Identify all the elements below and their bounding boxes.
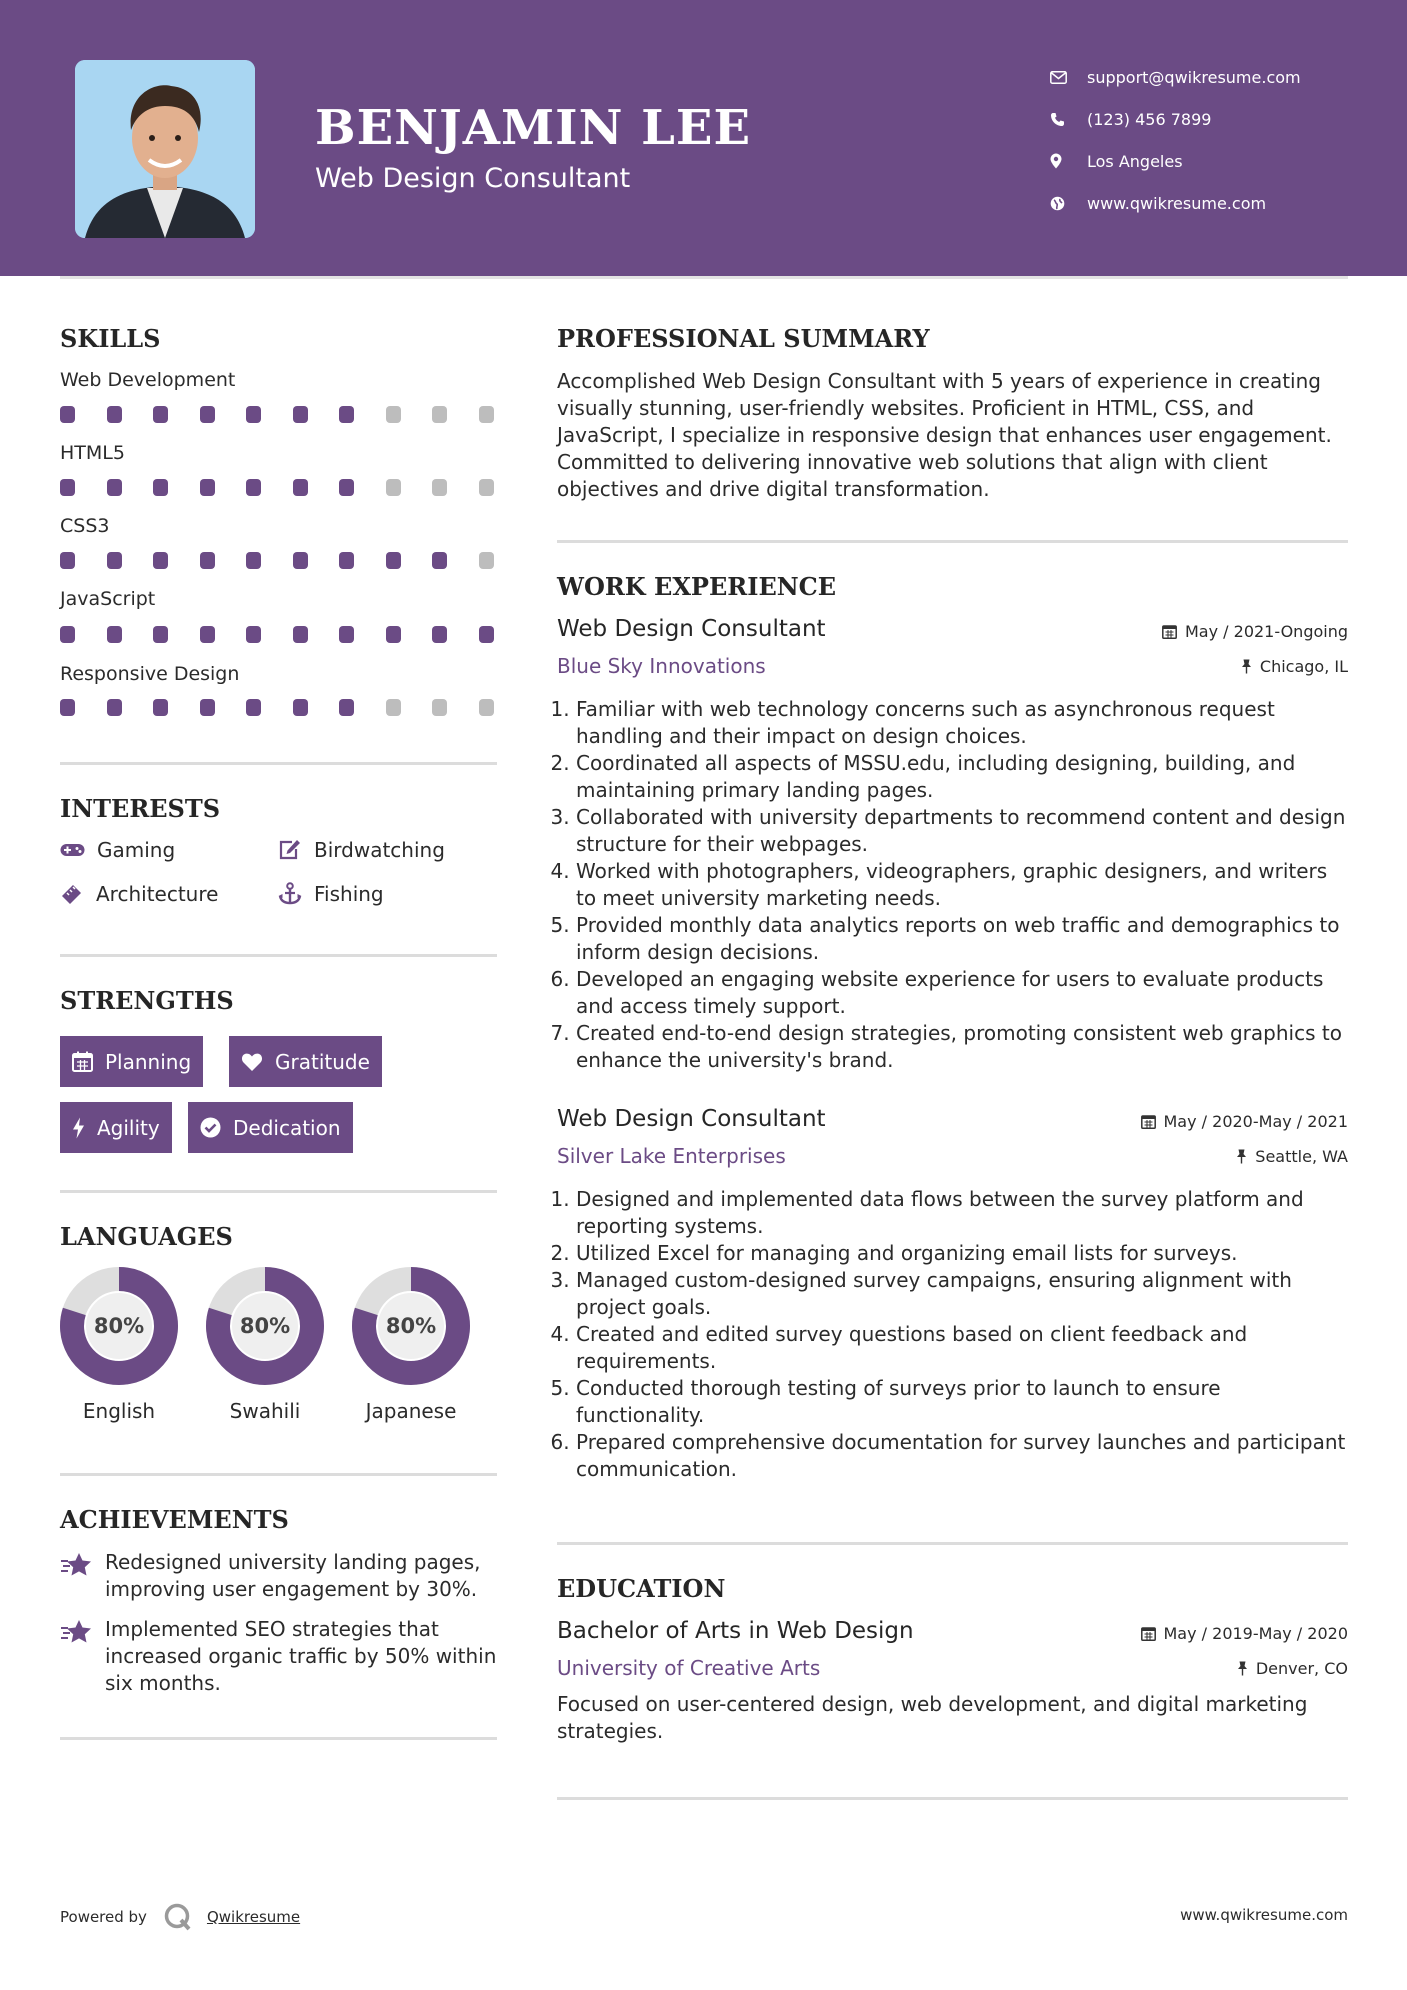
- section-divider: [557, 540, 1348, 543]
- job-location: Seattle, WA: [1236, 1147, 1348, 1166]
- section-divider: [557, 1542, 1348, 1545]
- strength-label: Dedication: [233, 1115, 341, 1140]
- pushpin-icon: [1237, 1661, 1248, 1676]
- strength-badge: [60, 1102, 172, 1153]
- candidate-name: BENJAMIN LEE: [315, 100, 752, 156]
- job-date: May / 2021-Ongoing: [1162, 622, 1348, 641]
- list-item: 6. Developed an engaging website experience for users to evaluate products and access timely support.: [576, 966, 1348, 1020]
- skill-dot-filled: [339, 699, 354, 716]
- gamepad-icon: [60, 842, 85, 858]
- skill-label: CSS3: [60, 515, 110, 537]
- skill-dot-filled: [246, 699, 261, 716]
- skill-dot-filled: [107, 552, 122, 569]
- skill-dot-filled: [107, 626, 122, 643]
- contact-location: [1050, 140, 1301, 182]
- interest-label: Birdwatching: [314, 838, 445, 862]
- skill-dot-empty: [386, 699, 401, 716]
- candidate-title: Web Design Consultant: [315, 163, 631, 194]
- skill-dot-filled: [246, 626, 261, 643]
- language-item: [58, 1265, 180, 1423]
- contact-phone: [1050, 98, 1301, 140]
- pushpin-icon: [1241, 659, 1252, 674]
- strength-label: Gratitude: [275, 1049, 370, 1074]
- skill-dot-empty: [386, 406, 401, 423]
- interest-label: Architecture: [96, 882, 219, 906]
- list-item: 4. Worked with photographers, videographers, graphic designers, and writers to meet university marketing needs.: [576, 858, 1348, 912]
- skill-dot-filled: [432, 626, 447, 643]
- skill-dot-filled: [107, 406, 122, 423]
- skill-dot-empty: [432, 479, 447, 496]
- job-bullets: [557, 696, 1348, 1074]
- job-title: Web Design Consultant: [557, 1106, 826, 1132]
- skill-dot-filled: [339, 479, 354, 496]
- section-divider: [60, 1190, 497, 1193]
- skill-dot-filled: [339, 406, 354, 423]
- skill-dot-filled: [60, 552, 75, 569]
- skill-dot-filled: [246, 552, 261, 569]
- skill-rating: [60, 626, 525, 643]
- contact-email-text[interactable]: support@qwikresume.com: [1087, 67, 1301, 87]
- skill-dot-empty: [479, 406, 494, 423]
- skill-rating: [60, 406, 525, 423]
- map-pin-icon: [1050, 153, 1087, 169]
- star-icon: [60, 1549, 105, 1603]
- job-company: Blue Sky Innovations: [557, 654, 766, 678]
- interest-item: [60, 838, 175, 862]
- contact-phone-text: (123) 456 7899: [1087, 109, 1212, 129]
- qwikresume-logo-icon: [163, 1902, 193, 1932]
- list-item: 4. Created and edited survey questions based on client feedback and requirements.: [576, 1321, 1348, 1375]
- skill-label: HTML5: [60, 442, 125, 464]
- strengths-heading: STRENGTHS: [60, 986, 234, 1015]
- interest-item: [278, 838, 445, 862]
- heart-icon: [241, 1052, 263, 1072]
- skill-dot-empty: [432, 699, 447, 716]
- list-item: 2. Utilized Excel for managing and organizing email lists for surveys.: [576, 1240, 1348, 1267]
- powered-by-text: Powered by: [60, 1908, 147, 1926]
- skill-dot-filled: [107, 699, 122, 716]
- strength-badge: [188, 1102, 353, 1153]
- skill-rating: [60, 552, 525, 569]
- section-divider: [60, 1737, 497, 1740]
- education-location: Denver, CO: [1237, 1659, 1348, 1678]
- language-percent: 80%: [93, 1314, 145, 1338]
- interest-item: [60, 882, 218, 906]
- job-bullets: [557, 1186, 1348, 1483]
- resume-header: [0, 0, 1407, 276]
- skill-dot-filled: [293, 626, 308, 643]
- language-percent: 80%: [239, 1314, 291, 1338]
- languages-heading: LANGUAGES: [60, 1222, 233, 1251]
- skill-dot-filled: [153, 406, 168, 423]
- edit-icon: [278, 839, 302, 861]
- skill-dot-filled: [60, 699, 75, 716]
- language-label: Swahili: [229, 1399, 301, 1423]
- footer-url[interactable]: www.qwikresume.com: [1180, 1906, 1348, 1924]
- skill-dot-filled: [200, 626, 215, 643]
- skill-dot-filled: [386, 552, 401, 569]
- calendar-icon: [1162, 624, 1177, 639]
- language-label: Japanese: [365, 1399, 457, 1423]
- summary-heading: PROFESSIONAL SUMMARY: [557, 324, 930, 353]
- education-heading: EDUCATION: [557, 1574, 726, 1603]
- job-date: May / 2020-May / 2021: [1141, 1112, 1349, 1131]
- skill-dot-filled: [60, 626, 75, 643]
- job-company: Silver Lake Enterprises: [557, 1144, 786, 1168]
- contact-location-text: Los Angeles: [1087, 151, 1183, 171]
- skill-dot-filled: [153, 626, 168, 643]
- qwikresume-link[interactable]: Qwikresume: [206, 1908, 301, 1926]
- skill-dot-empty: [386, 479, 401, 496]
- contact-email: [1050, 56, 1301, 98]
- check-circle-icon: [200, 1117, 221, 1138]
- ruler-icon: [60, 883, 84, 905]
- experience-heading: WORK EXPERIENCE: [557, 572, 837, 601]
- skill-dot-filled: [246, 406, 261, 423]
- strength-badge: [60, 1036, 203, 1087]
- contact-website-text[interactable]: www.qwikresume.com: [1087, 193, 1267, 213]
- education-description: Focused on user-centered design, web development, and digital marketing strategies.: [557, 1692, 1308, 1743]
- skill-dot-empty: [432, 406, 447, 423]
- skill-dot-filled: [200, 552, 215, 569]
- interests-heading: INTERESTS: [60, 794, 221, 823]
- skill-rating: [60, 699, 525, 716]
- skill-dot-filled: [246, 479, 261, 496]
- list-item: 5. Conducted thorough testing of surveys prior to launch to ensure functionality.: [576, 1375, 1348, 1429]
- job-location: Chicago, IL: [1241, 657, 1348, 676]
- job-title: Web Design Consultant: [557, 616, 826, 642]
- skill-dot-filled: [60, 479, 75, 496]
- language-donut: [58, 1265, 180, 1387]
- language-item: [350, 1265, 472, 1423]
- degree-title: Bachelor of Arts in Web Design: [557, 1618, 914, 1644]
- anchor-icon: [278, 882, 302, 906]
- summary-text: Accomplished Web Design Consultant with 5 years of experience in creating visually stunning, user-friendly websites. Proficient in HTML, CSS, and JavaScript, I specialize in responsive design that enhances user engagement. Committed to delivering innovative web solutions that align with client objectives and drive digital transformation.: [557, 369, 1332, 501]
- skill-dot-filled: [200, 406, 215, 423]
- list-item: 7. Created end-to-end design strategies, promoting consistent web graphics to enhance the university's brand.: [576, 1020, 1348, 1074]
- skill-dot-filled: [153, 479, 168, 496]
- section-divider: [557, 1797, 1348, 1800]
- skill-dot-filled: [153, 699, 168, 716]
- section-divider: [60, 1473, 497, 1476]
- calendar-icon: [1141, 1626, 1156, 1641]
- skills-heading: SKILLS: [60, 324, 161, 353]
- skill-dot-filled: [107, 479, 122, 496]
- language-percent: 80%: [385, 1314, 437, 1338]
- interest-label: Fishing: [314, 882, 384, 906]
- strength-badge: [229, 1036, 382, 1087]
- achievement-item: [60, 1616, 500, 1697]
- list-item: 3. Managed custom-designed survey campaigns, ensuring alignment with project goals.: [576, 1267, 1348, 1321]
- skill-dot-filled: [339, 626, 354, 643]
- skill-dot-filled: [293, 699, 308, 716]
- skill-dot-filled: [339, 552, 354, 569]
- profile-photo: [75, 60, 255, 238]
- list-item: 1. Designed and implemented data flows between the survey platform and reporting systems.: [576, 1186, 1348, 1240]
- education-date: May / 2019-May / 2020: [1141, 1624, 1349, 1643]
- skill-dot-filled: [60, 406, 75, 423]
- list-item: 3. Collaborated with university departments to recommend content and design structure for their webpages.: [576, 804, 1348, 858]
- skill-dot-filled: [200, 699, 215, 716]
- language-donut: [204, 1265, 326, 1387]
- achievements-heading: ACHIEVEMENTS: [60, 1505, 289, 1534]
- interest-item: [278, 882, 384, 906]
- pushpin-icon: [1236, 1149, 1247, 1164]
- section-divider: [60, 762, 497, 765]
- skill-dot-filled: [153, 552, 168, 569]
- school-name: University of Creative Arts: [557, 1656, 821, 1680]
- contact-website: [1050, 182, 1301, 224]
- globe-icon: [1050, 196, 1087, 211]
- achievement-item: [60, 1549, 500, 1603]
- skill-label: Web Development: [60, 369, 236, 391]
- calendar-icon: [1141, 1114, 1156, 1129]
- skill-dot-empty: [479, 479, 494, 496]
- skill-rating: [60, 479, 525, 496]
- list-item: 1. Familiar with web technology concerns such as asynchronous request handling and their impact on design choices.: [576, 696, 1348, 750]
- skill-dot-filled: [479, 626, 494, 643]
- footer-powered-by: [60, 1902, 300, 1932]
- strength-label: Agility: [97, 1115, 160, 1140]
- list-item: 6. Prepared comprehensive documentation for survey launches and participant communication.: [576, 1429, 1348, 1483]
- strength-label: Planning: [105, 1049, 192, 1074]
- star-icon: [60, 1616, 105, 1697]
- skill-dot-empty: [479, 699, 494, 716]
- skill-dot-empty: [479, 552, 494, 569]
- list-item: 5. Provided monthly data analytics reports on web traffic and demographics to inform design decisions.: [576, 912, 1348, 966]
- header-divider: [60, 276, 1348, 279]
- skill-dot-filled: [293, 552, 308, 569]
- achievement-text: Implemented SEO strategies that increased organic traffic by 50% within six months.: [105, 1617, 497, 1695]
- skill-dot-filled: [293, 479, 308, 496]
- language-item: [204, 1265, 326, 1423]
- language-label: English: [82, 1399, 156, 1423]
- section-divider: [60, 954, 497, 957]
- achievement-text: Redesigned university landing pages, improving user engagement by 30%.: [105, 1550, 481, 1601]
- bolt-icon: [72, 1117, 85, 1139]
- skill-dot-filled: [432, 552, 447, 569]
- skill-dot-filled: [386, 626, 401, 643]
- skill-label: Responsive Design: [60, 663, 240, 685]
- list-item: 2. Coordinated all aspects of MSSU.edu, including designing, building, and maintaining primary landing pages.: [576, 750, 1348, 804]
- calendar-icon: [72, 1051, 93, 1072]
- envelope-icon: [1050, 71, 1087, 84]
- skill-label: JavaScript: [60, 588, 156, 610]
- skill-dot-filled: [293, 406, 308, 423]
- skill-dot-filled: [200, 479, 215, 496]
- interest-label: Gaming: [97, 838, 176, 862]
- language-donut: [350, 1265, 472, 1387]
- contact-list: [1050, 56, 1301, 224]
- phone-icon: [1050, 112, 1087, 127]
